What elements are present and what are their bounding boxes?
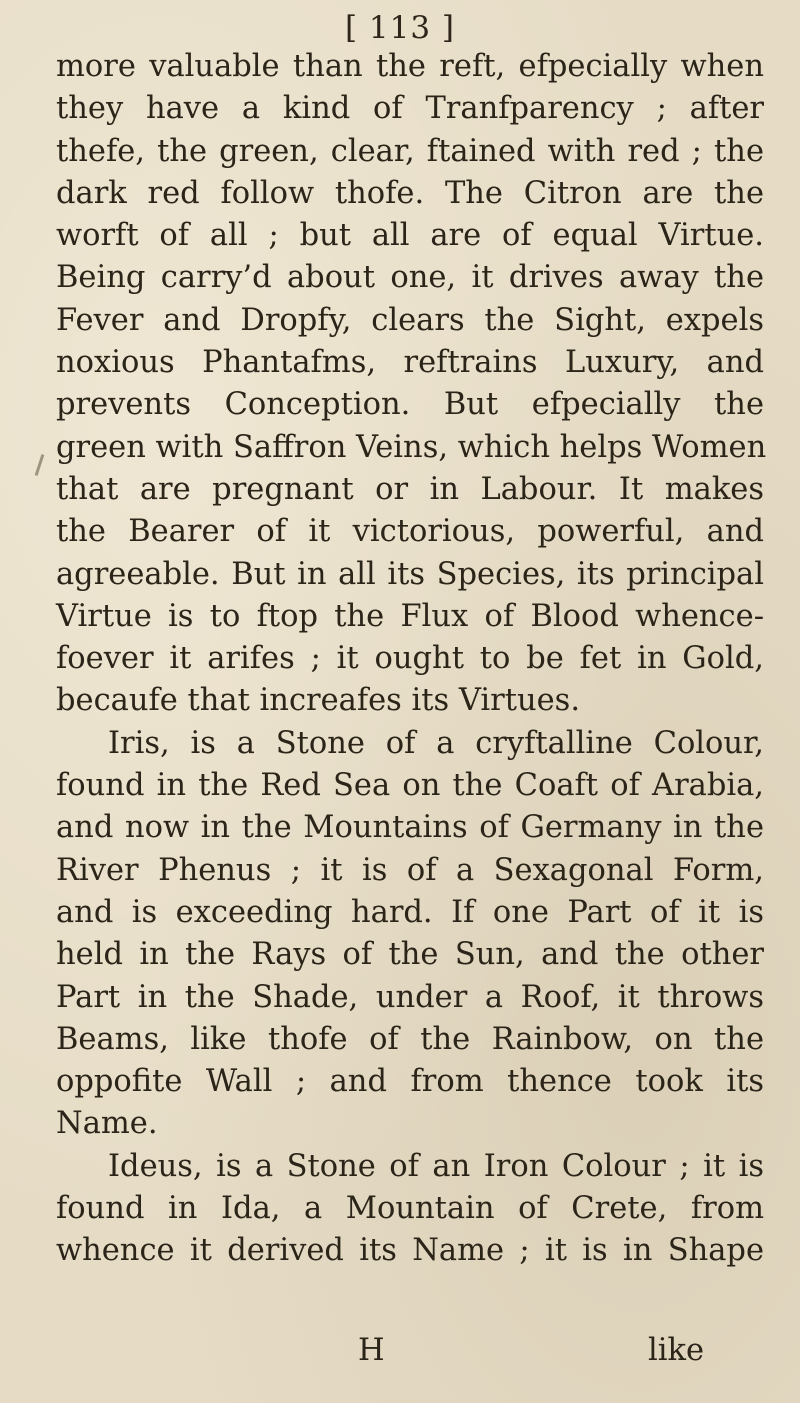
page-number: [ 113 ] [344,10,456,46]
text-line: the Bearer of it victorious, powerful, and [56,514,764,550]
catchword: like [648,1333,705,1368]
text-line: River Phenus ; it is of a Sexagonal Form, [56,852,764,888]
text-line: Name. [56,1106,158,1142]
page-footer [0,1333,800,1377]
text-line: worft of all ; but all are of equal Virtue. [56,218,764,254]
text-line: more valuable than the reft, efpecially when [56,49,764,84]
text-line: they have a kind of Tranfparency ; after [56,91,764,127]
text-line: Part in the Shade, under a Roof, it throws [56,979,764,1015]
text-line: green with Saffron Veins, which helps Women [56,429,767,465]
text-line: Virtue is to ftop the Flux of Blood whence- [56,598,764,634]
text-line: foever it arifes ; it ought to be fet in Gold, [56,641,764,677]
signature-mark: H [358,1333,385,1368]
body-text [56,46,767,1273]
text-line: prevents Conception. But efpecially the [56,387,764,423]
text-line: Ideus, is a Stone of an Iron Colour ; it is [108,1148,764,1184]
text-line: held in the Rays of the Sun, and the other [56,937,764,973]
text-line: becaufe that increafes its Virtues. [56,683,581,719]
text-line: Fever and Dropfy, clears the Sight, expels [56,302,764,338]
text-line: agreeable. But in all its Species, its principal [56,556,764,592]
text-line: noxious Phantafms, reftrains Luxury, and [56,345,764,381]
text-line: whence it derived its Name ; it is in Shape [56,1233,764,1269]
text-line: found in Ida, a Mountain of Crete, from [56,1191,764,1227]
text-line: and now in the Mountains of Germany in the [56,810,764,846]
text-line: oppofite Wall ; and from thence took its [56,1064,764,1100]
text-line: Being carry’d about one, it drives away the [56,260,764,296]
text-line: found in the Red Sea on the Coaft of Arabia, [56,768,764,804]
text-line: and is exceeding hard. If one Part of it is [56,894,764,930]
text-line: that are pregnant or in Labour. It makes [56,471,764,507]
text-line: dark red follow thofe. The Citron are the [56,175,764,211]
text-line: Beams, like thofe of the Rainbow, on the [56,1021,764,1057]
margin-mark [35,454,45,476]
text-line: thefe, the green, clear, ftained with red ; the [56,133,764,169]
text-line: Iris, is a Stone of a cryftalline Colour, [108,725,764,761]
